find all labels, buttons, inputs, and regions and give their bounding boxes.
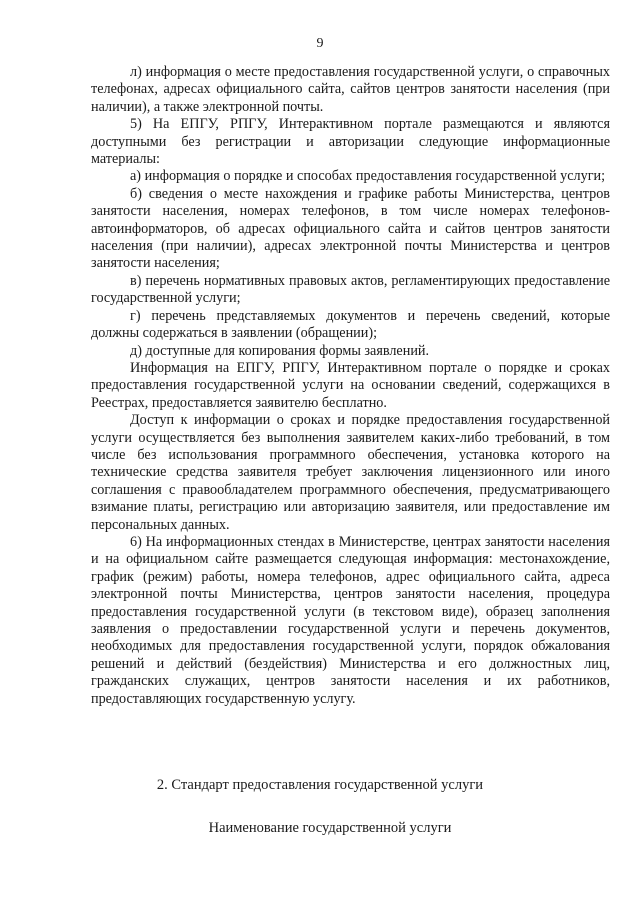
paragraph-free-info: Информация на ЕПГУ, РПГУ, Интерактивном портале о порядке и сроках предоставления государственной услуги на основании сведений, содержащихся в Реестрах, предоставляется заявителю бесплатно. [91, 359, 610, 411]
list-item-a: а) информация о порядке и способах предоставления государственной услуги; [130, 168, 606, 185]
paragraph-access: Доступ к информации о сроках и порядке предоставления государственной услуги осуществляется без выполнения заявителем каких-либо требований, в том числе без использования программного обеспечения, установка которого на технические средства заявителя требует заключения лицензионного или иного соглашения с правообладателем программного обеспечения, предусматривающего взимание платы, регистрацию или авторизацию заявителя, или предоставление им персональных данных. [91, 412, 610, 533]
paragraph-5-portals: 5) На ЕПГУ, РПГУ, Интерактивном портале размещаются и являются доступными без регистрации и авторизации следующие информационные материалы: [91, 116, 610, 168]
list-item-v: в) перечень нормативных правовых актов, регламентирующих предоставление государственной услуги; [91, 272, 610, 307]
list-item-d: д) доступные для копирования формы заявлений. [130, 342, 430, 359]
section-heading: 2. Стандарт предоставления государственной услуги [156, 777, 484, 793]
page-number: 9 [316, 36, 324, 51]
paragraph-6-stands: 6) На информационных стендах в Министерстве, центрах занятости населения и на официальном сайте размещается следующая информация: местонахождение, график (режим) работы, номера телефонов, адрес официального сайта, адреса электронной почты Министерства, центров занятости населения, процедура предоставления государственной услуги (в текстовом виде), образец заполнения заявления о предоставлении государственной услуги и перечень документов, необходимых для предоставления государственной услуги, порядок обжалования решений и действий (бездействия) Министерства и его должностных лиц, гражданских служащих, центров занятости населения и их работников, предоставляющих государственную услугу. [91, 533, 610, 707]
list-item-b: б) сведения о месте нахождения и графике работы Министерства, центров занятости населения, номерах телефонов, в том числе номерах телефонов-автоинформаторов, об адресах официального сайта и сайтов центров занятости населения (при наличии), адресах электронной почты Министерства и центров занятости населения; [91, 185, 610, 272]
paragraph-l-contacts: л) информация о месте предоставления государственной услуги, о справочных телефонах, адресах официального сайта, сайтов центров занятости населения (при наличии), а также электронной почты. [91, 64, 610, 115]
body-text [91, 64, 610, 708]
subsection-heading: Наименование государственной услуги [208, 820, 452, 836]
list-item-g: г) перечень представляемых документов и перечень сведений, которые должны содержаться в заявлении (обращении); [91, 307, 610, 342]
